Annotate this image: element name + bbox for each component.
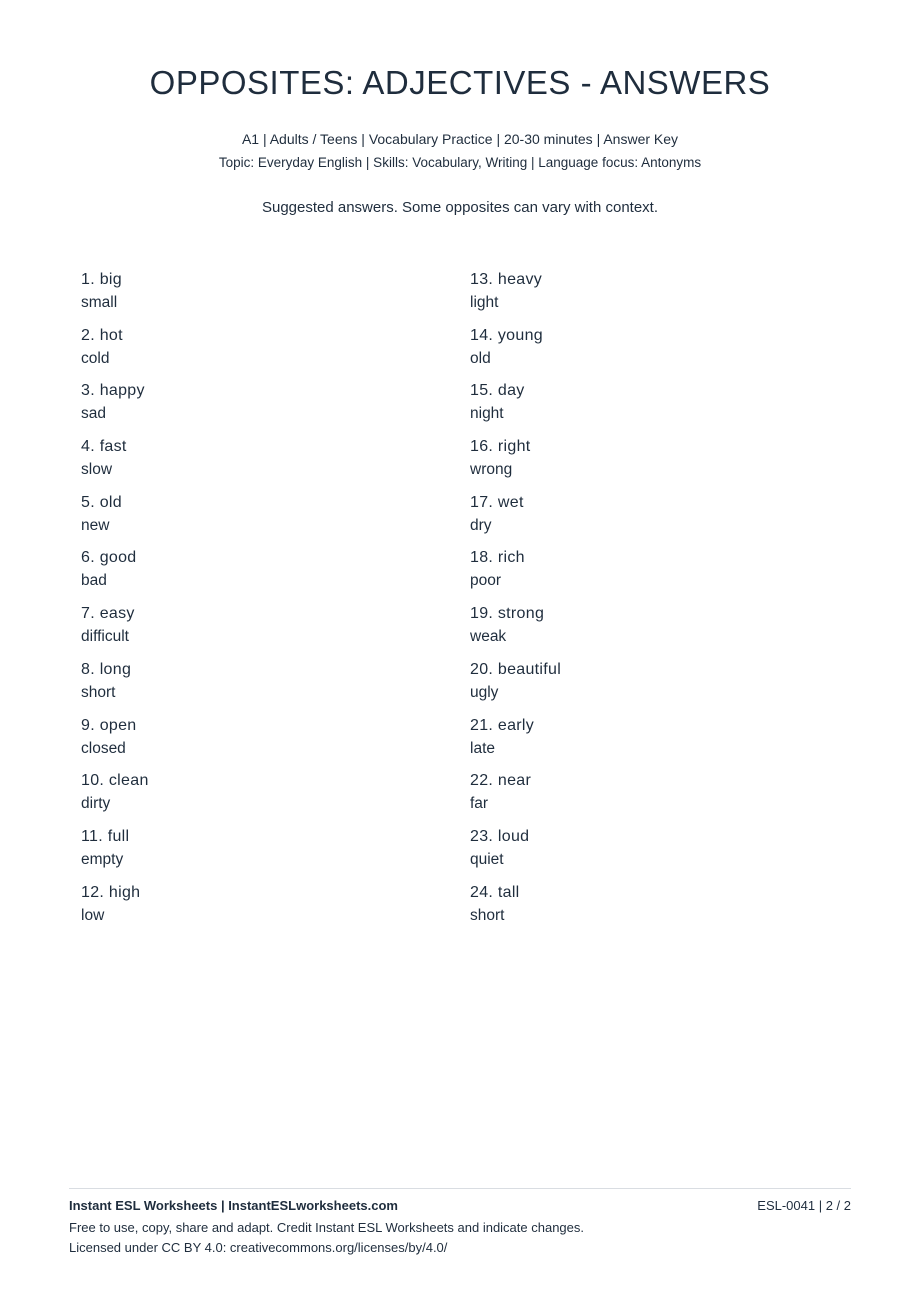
- answer-item: [81, 714, 441, 770]
- answers-column-left: [81, 268, 441, 936]
- answer-item: [81, 268, 441, 324]
- answer-item: [81, 769, 441, 825]
- opposite-answer: old: [470, 349, 491, 367]
- prompt-word: 2. hot: [81, 326, 123, 344]
- opposite-answer: low: [81, 906, 105, 924]
- prompt-word: 10. clean: [81, 772, 149, 790]
- opposite-answer: empty: [81, 850, 124, 868]
- answer-item: [81, 658, 441, 714]
- footer-page-code: ESL-0041 | 2 / 2: [757, 1198, 851, 1213]
- prompt-word: 14. young: [470, 326, 543, 344]
- prompt-word: 23. loud: [470, 827, 530, 845]
- prompt-word: 3. happy: [81, 382, 145, 400]
- answer-item: [470, 658, 830, 714]
- prompt-word: 1. big: [81, 271, 122, 288]
- opposite-answer: wrong: [470, 461, 513, 479]
- footer-divider: [69, 1188, 851, 1189]
- answer-item: [470, 546, 830, 602]
- answer-item: [470, 602, 830, 658]
- worksheet-meta-topic: Topic: Everyday English | Skills: Vocabulary, Writing | Language focus: Antonyms: [218, 155, 702, 170]
- prompt-word: 20. beautiful: [470, 660, 562, 678]
- opposite-answer: short: [81, 683, 116, 701]
- prompt-word: 16. right: [470, 438, 531, 456]
- opposite-answer: quiet: [470, 850, 504, 868]
- opposite-answer: sad: [81, 405, 106, 423]
- prompt-word: 13. heavy: [470, 271, 543, 288]
- opposite-answer: weak: [470, 628, 507, 646]
- answer-item: [470, 714, 830, 770]
- answer-item: [81, 881, 441, 937]
- worksheet-meta-level: A1 | Adults / Teens | Vocabulary Practice | 20-30 minutes | Answer Key: [241, 131, 679, 147]
- opposite-answer: late: [470, 739, 495, 757]
- answer-item: [81, 379, 441, 435]
- opposite-answer: difficult: [81, 628, 129, 646]
- prompt-word: 19. strong: [470, 605, 545, 623]
- opposite-answer: short: [470, 906, 505, 924]
- answer-item: [81, 602, 441, 658]
- answer-item: [81, 491, 441, 547]
- answer-item: [470, 825, 830, 881]
- opposite-answer: closed: [81, 739, 126, 757]
- opposite-answer: cold: [81, 349, 110, 367]
- answer-item: [470, 881, 830, 937]
- opposite-answer: ugly: [470, 683, 499, 701]
- answer-item: [81, 435, 441, 491]
- prompt-word: 5. old: [81, 493, 122, 511]
- answer-item: [470, 435, 830, 491]
- footer-license-note: Free to use, copy, share and adapt. Credit Instant ESL Worksheets and indicate changes.: [69, 1220, 585, 1235]
- opposite-answer: light: [470, 294, 499, 311]
- answer-item: [81, 546, 441, 602]
- prompt-word: 12. high: [81, 883, 141, 901]
- intro-note: Suggested answers. Some opposites can vary with context.: [261, 199, 659, 216]
- prompt-word: 9. open: [81, 716, 137, 734]
- prompt-word: 8. long: [81, 660, 132, 678]
- prompt-word: 11. full: [81, 827, 130, 845]
- opposite-answer: far: [470, 795, 489, 813]
- prompt-word: 21. early: [470, 716, 535, 734]
- opposite-answer: dry: [470, 516, 492, 534]
- opposite-answer: bad: [81, 572, 107, 590]
- opposite-answer: night: [470, 405, 504, 423]
- prompt-word: 18. rich: [470, 549, 525, 567]
- prompt-word: 4. fast: [81, 438, 127, 456]
- page-title: OPPOSITES: ADJECTIVES - ANSWERS: [149, 64, 771, 101]
- prompt-word: 15. day: [470, 382, 525, 400]
- answer-item: [81, 324, 441, 380]
- prompt-word: 6. good: [81, 549, 137, 567]
- footer-brand: Instant ESL Worksheets | InstantESLworksheets.com: [69, 1198, 398, 1213]
- opposite-answer: poor: [470, 572, 502, 590]
- answer-item: [470, 379, 830, 435]
- opposite-answer: small: [81, 294, 118, 311]
- answers-column-right: [470, 268, 830, 936]
- prompt-word: 24. tall: [470, 883, 520, 901]
- prompt-word: 22. near: [470, 772, 532, 790]
- prompt-word: 7. easy: [81, 605, 135, 623]
- footer-license-link: Licensed under CC BY 4.0: creativecommons.org/licenses/by/4.0/: [69, 1240, 448, 1255]
- answer-item: [81, 825, 441, 881]
- answer-item: [470, 769, 830, 825]
- answer-item: [470, 324, 830, 380]
- answer-item: [470, 491, 830, 547]
- prompt-word: 17. wet: [470, 493, 524, 511]
- opposite-answer: new: [81, 516, 110, 534]
- opposite-answer: dirty: [81, 795, 111, 813]
- opposite-answer: slow: [81, 461, 113, 479]
- answer-item: [470, 268, 830, 324]
